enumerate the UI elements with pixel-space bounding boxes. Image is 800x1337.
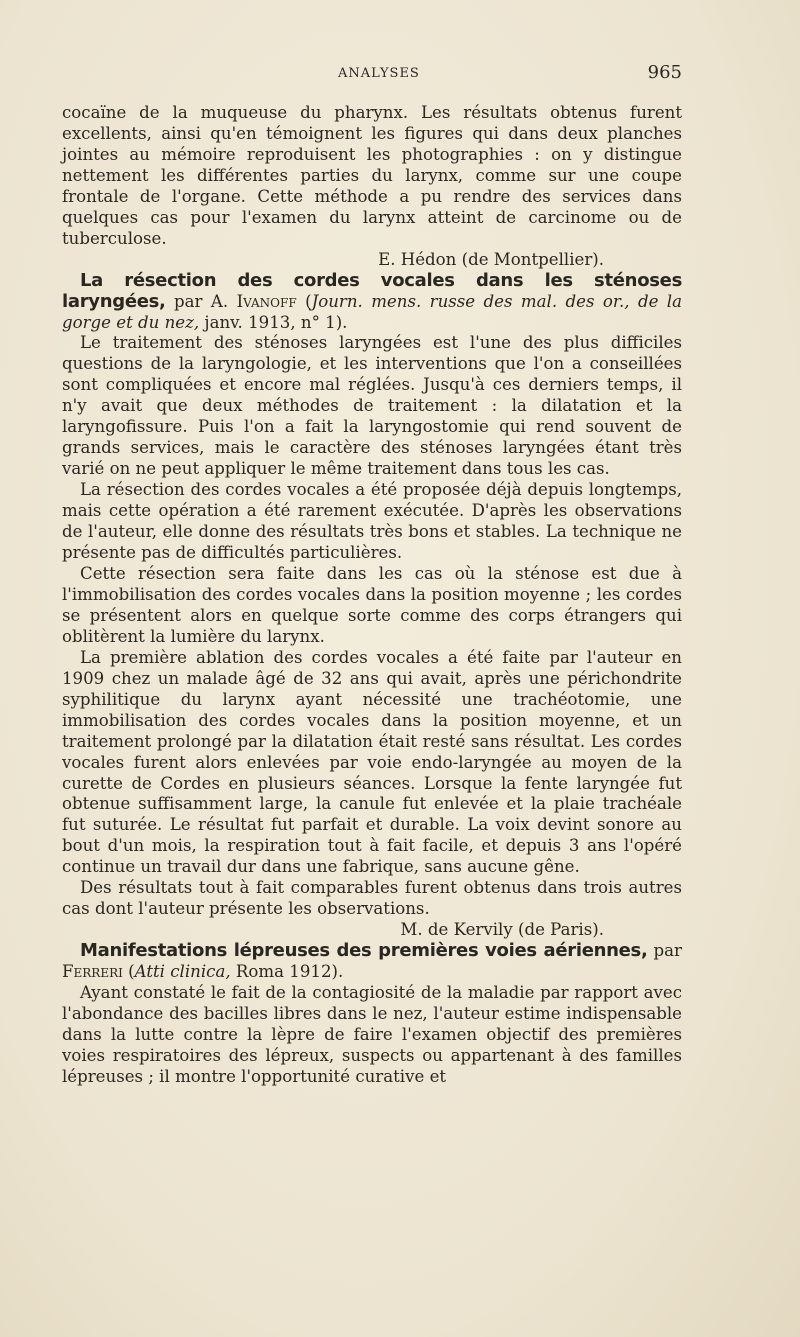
article-2-source-open: ( — [128, 962, 135, 982]
signature-hedon — [62, 250, 682, 271]
article-2-by: par — [653, 941, 682, 961]
signature-text: E. Hédon (de Montpellier). — [378, 249, 604, 269]
article-1-source: Journ. mens. russe des mal. des or., de la gorge et du nez, — [62, 291, 683, 332]
article-1-heading — [62, 271, 682, 334]
article-1-date: janv. 1913, n° 1). — [204, 312, 348, 332]
article-1-source-open: ( — [305, 291, 312, 311]
article-1-paragraph: Cette résection sera faite dans les cas où la sténose est due à l'immobilisation des cordes vocales dans la position moyenne ; les cordes se présentent alors en quelque sorte comme des corps étrangers qui oblitèrent la lumière du larynx. — [62, 563, 682, 646]
article-1-paragraph: La première ablation des cordes vocales a été faite par l'auteur en 1909 chez un malade âgé de 32 ans qui avait, après une périchondrite syphilitique du larynx ayant nécessité une trachéotomie, une immobilisation des cordes vocales dans la position moyenne, et un traitement prolongé par la dilatation était resté sans résultat. Les cordes vocales furent alors enlevées par voie endo-laryngée au moyen de la curette de Cordes en plusieurs séances. Lorsque la fente laryngée fut obtenue suffisamment large, la canule fut enlevée et la plaie trachéale fut suturée. Le résultat fut parfait et durable. La voix devint sonore au bout d'un mois, la respiration tout à fait facile, et depuis 3 ans l'opéré continue un travail dur dans une fabrique, sans aucune gêne. — [62, 647, 682, 877]
article-1-paragraph: Des résultats tout à fait comparables furent obtenus dans trois autres cas dont l'auteur présente les observations. — [62, 878, 682, 919]
article-1-by: par A. — [174, 291, 229, 311]
page-number: 965 — [647, 62, 682, 83]
article-1-paragraph: Le traitement des sténoses laryngées est l'une des plus difficiles questions de la laryngologie, et les interventions que l'on a conseillées sont compliquées et encore mal réglées. Jusqu'à ces derniers temps, il n'y avait que deux méthodes de traitement : la dilatation et la laryngofissure. Puis l'on a fait la laryngostomie qui rend souvent de grands services, mais le caractère des sténoses laryngées étant très varié on ne peut appliquer le même traitement dans tous les cas. — [62, 333, 682, 479]
article-2-title: Manifestations lépreuses des premières voies aériennes, — [80, 940, 648, 962]
article-1-title: La résection des cordes vocales dans les sténoses laryngées, — [62, 269, 682, 312]
article-2-date: Roma 1912). — [235, 962, 344, 982]
article-2-author: Ferreri — [62, 962, 123, 982]
body-text — [62, 103, 682, 1088]
signature-kervily: M. de Kervily (de Paris). — [400, 920, 604, 940]
article-2-heading — [62, 941, 682, 983]
article-2-paragraph: Ayant constaté le fait de la contagiosité de la maladie par rapport avec l'abondance des bacilles libres dans le nez, l'auteur estime indispensable dans la lutte contre la lèpre de faire l'examen objectif des premières voies respiratoires des lépreux, suspects ou appartenant à des familles lépreuses ; il montre l'opportunité curative et — [62, 983, 682, 1086]
page-header — [62, 64, 682, 88]
running-head: ANALYSES — [338, 66, 420, 81]
article-1-author: Ivanoff — [236, 291, 297, 311]
intro-paragraph: cocaïne de la muqueuse du pharynx. Les résultats obtenus furent excellents, ainsi qu'en témoignent les figures qui dans deux planches jointes au mémoire reproduisent les photographies : on y distingue nettement les différentes parties du larynx, comme sur une coupe frontale de l'organe. Cette méthode a pu rendre des services dans quelques cas pour l'examen du larynx atteint de carcinome ou de tuberculose. — [62, 103, 682, 248]
article-2-source: Atti clinica, — [134, 962, 231, 982]
article-1-paragraph: La résection des cordes vocales a été proposée déjà depuis longtemps, mais cette opération a été rarement exécutée. D'après les observations de l'auteur, elle donne des résultats très bons et stables. La technique ne présente pas de difficultés particulières. — [62, 480, 682, 563]
